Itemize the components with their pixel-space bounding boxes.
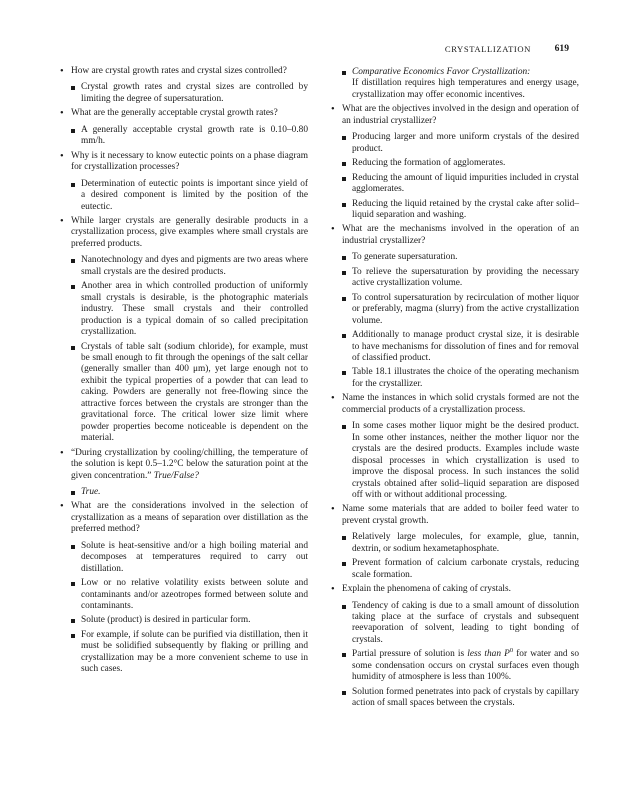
answer-4-2: Another area in which controlled production of uniformly small crystals is desirable, is the photographic materials industry. These small crystals and their controlled production is a typical domain of so called precipitation crystallization. [70, 281, 308, 338]
answer-11-1: Tendency of caking is due to a small amount of dissolution taking place at the surface of crystals and subsequent reevaporation of solvent, leading to tight bonding of crystals. [341, 601, 579, 647]
answer-4-1: Nanotechnology and dyes and pigments are two areas where small crystals are the desired products. [70, 255, 308, 278]
partial-pressure-italic: less than P [467, 649, 510, 660]
left-column [60, 66, 308, 679]
answer-11-2 [341, 649, 579, 683]
answer-8-1: To generate supersaturation. [341, 252, 579, 263]
answer-7-4: Reducing the liquid retained by the crystal cake after solid–liquid separation and washing. [341, 199, 579, 222]
answer-7-2: Reducing the formation of agglomerates. [341, 158, 579, 169]
question-2: • What are the generally acceptable crystal growth rates? [60, 108, 308, 119]
question-1: • How are crystal growth rates and crystal sizes controlled? [60, 66, 308, 77]
answer-6-4: For example, if solute can be purified via distillation, then it must be solidified subsequently by flaking or prilling and crystallization may be a more convenient scheme to use in such cases. [70, 630, 308, 676]
question-5-text: “During crystallization by cooling/chilling, the temperature of the solution is kept 0.5–1.2°C below the saturation point at the given concentration.” [71, 447, 308, 481]
answer-1-1: Crystal growth rates and crystal sizes are controlled by limiting the degree of supersaturation. [70, 82, 308, 105]
answer-7-3: Reducing the amount of liquid impurities included in crystal agglomerates. [341, 173, 579, 196]
running-title: CRYSTALLIZATION [444, 44, 531, 54]
question-10: • Name some materials that are added to boiler feed water to prevent crystal growth. [331, 504, 579, 527]
answer-8-3: To control supersaturation by recirculation of mother liquor or preferably, magma (slurry) from the active crystallization volume. [341, 293, 579, 327]
question-5-true-false: True/False? [153, 470, 199, 481]
answer-5-1: True. [70, 487, 308, 498]
answer-9-1: In some cases mother liquor might be the desired product. In some other instances, neither the mother liquor nor the crystals are the desired products. Examples include waste disposal processes in which crystallization is used to improve the disposal process. In such instances the solid crystals obtained after solid–liquid separation are disposed off with or without additional processing. [341, 421, 579, 501]
question-4: • While larger crystals are generally desirable products in a crystallization process, give examples where small crystals are preferred products. [60, 216, 308, 250]
continued-answer [341, 67, 579, 101]
answer-4-3: Crystals of table salt (sodium chloride), for example, must be small enough to fit through the openings of the salt cellar (generally smaller than 400 μm), yet large enough not to exhibit the typical properties of a powder that can lead to caking. Powders are generally not free-flowing since the attractive forces between the crystals are stronger than the gravitational force. The critical lower size limit where powder properties become noticeable is dependent on the material. [70, 342, 308, 445]
answer-6-2: Low or no relative volatility exists between solute and contaminants and/or azeotropes formed between solute and contaminants. [70, 578, 308, 612]
answer-6-3: Solute (product) is desired in particular form. [70, 615, 308, 626]
right-column [331, 66, 579, 713]
page-header [60, 44, 569, 58]
answer-10-1: Relatively large molecules, for example, glue, tannin, dextrin, or sodium hexametaphosphate. [341, 532, 579, 555]
comparative-economics-text: If distillation requires high temperatures and energy usage, crystallization may offer economic incentives. [352, 78, 579, 100]
answer-3-1: Determination of eutectic points is important since yield of a desired component is limited by the position of the eutectic. [70, 179, 308, 213]
question-6: • What are the considerations involved in the selection of crystallization as a means of separation over distillation as the preferred method? [60, 501, 308, 535]
comparative-economics-title: Comparative Economics Favor Crystallization: [352, 67, 531, 77]
question-11: • Explain the phenomena of caking of crystals. [331, 584, 579, 595]
partial-pressure-pre: Partial pressure of solution is [352, 649, 468, 660]
answer-8-2: To relieve the supersaturation by providing the necessary active crystallization volume. [341, 267, 579, 290]
comparative-economics-answer [341, 67, 579, 101]
partial-pressure-post: for water and so some condensation occurs on crystal surfaces even though humidity of atmosphere is less than 100%. [352, 649, 579, 683]
question-5 [60, 448, 308, 482]
question-3: • Why is it necessary to know eutectic points on a phase diagram for crystallization processes? [60, 151, 308, 174]
answer-2-1: A generally acceptable crystal growth rate is 0.10–0.80 mm/h. [70, 125, 308, 148]
page-number: 619 [554, 43, 569, 54]
answer-8-4: Additionally to manage product crystal size, it is desirable to have mechanisms for dissolution of fines and for removal of classified product. [341, 330, 579, 364]
answer-6-1: Solute is heat-sensitive and/or a high boiling material and decomposes at temperatures required to carry out distillation. [70, 541, 308, 575]
answer-7-1: Producing larger and more uniform crystals of the desired product. [341, 132, 579, 155]
answer-8-5: Table 18.1 illustrates the choice of the operating mechanism for the crystallizer. [341, 367, 579, 390]
question-8: • What are the mechanisms involved in the operation of an industrial crystallizer? [331, 224, 579, 247]
question-9: • Name the instances in which solid crystals formed are not the commercial products of a crystallization process. [331, 393, 579, 416]
answer-10-2: Prevent formation of calcium carbonate crystals, reducing scale formation. [341, 558, 579, 581]
question-7: • What are the objectives involved in the design and operation of an industrial crystallizer? [331, 104, 579, 127]
answer-11-3: Solution formed penetrates into pack of crystals by capillary action of small spaces between the crystals. [341, 687, 579, 710]
partial-pressure-superscript: 0 [509, 647, 514, 655]
